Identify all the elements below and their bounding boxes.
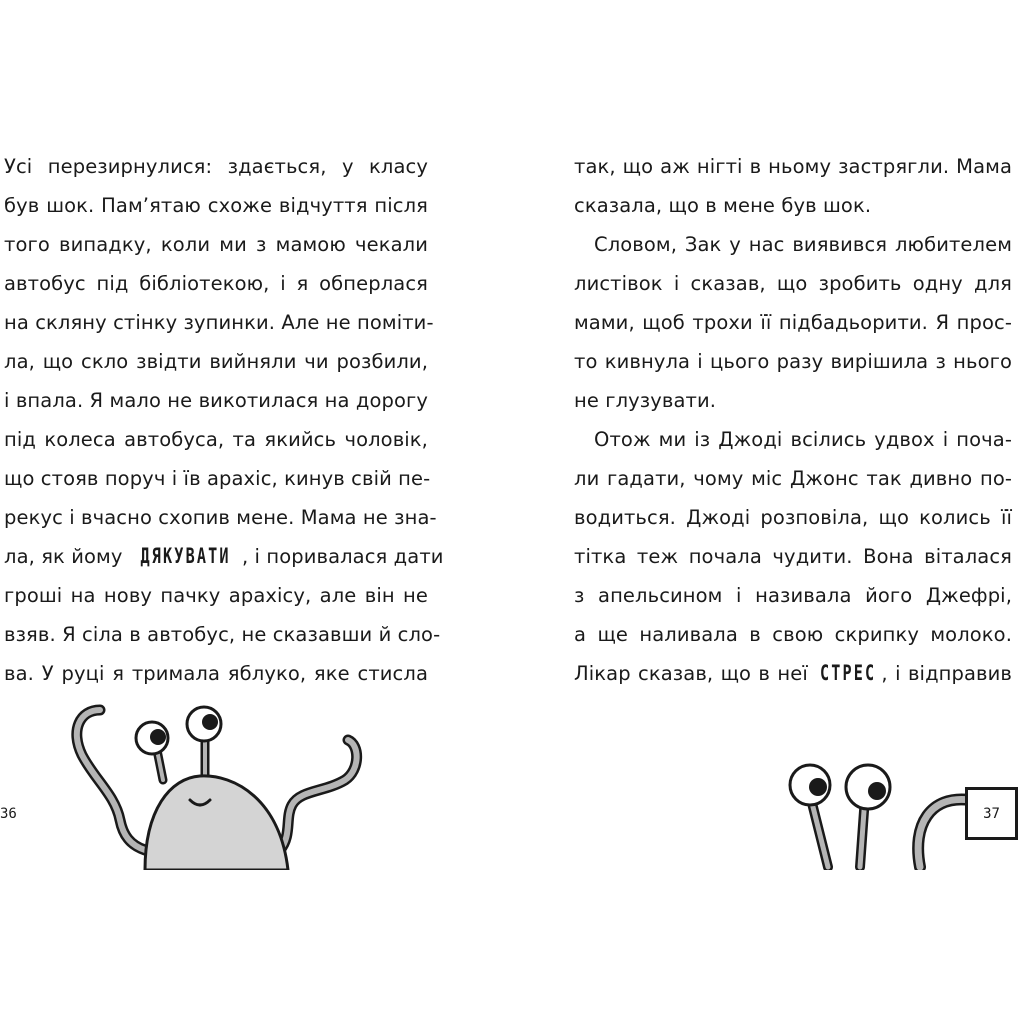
- text-line: а ще наливала в свою скрипку молоко.: [574, 623, 1012, 646]
- text-line: не глузувати.: [574, 389, 717, 412]
- text-line: під колеса автобуса, та якийсь чоловік,: [4, 428, 428, 451]
- text-line: з апельсином і називала його Джефрі,: [574, 584, 1012, 607]
- text-line: сказала, що в мене був шок.: [574, 194, 872, 217]
- text-line: рекус і вчасно схопив мене. Мама не зна-: [4, 506, 437, 529]
- text-line: [574, 654, 1012, 693]
- text-line: Усі перезирнулися: здається, у класу: [4, 155, 428, 178]
- text-fragment: Лікар сказав, що в неї: [574, 662, 816, 685]
- text-line: на скляну стінку зупинки. Але не поміти-: [4, 311, 434, 334]
- monster-right-arm: [280, 740, 357, 850]
- page-number-card: [965, 787, 1018, 840]
- handwritten-word: ДЯКУВАТИ: [140, 544, 231, 568]
- text-line: тітка теж почала чудити. Вона віталася: [574, 545, 1012, 568]
- text-line: Словом, Зак у нас виявився любителем: [594, 233, 1012, 256]
- text-line: був шок. Пам’ятаю схоже відчуття після: [4, 194, 428, 217]
- page-number: 36: [0, 806, 17, 822]
- text-line: мами, щоб трохи її підбадьорити. Я прос-: [574, 311, 1012, 334]
- text-line: Отож ми із Джоді всілись удвох і поча-: [594, 428, 1012, 451]
- text-line: автобус під бібліотекою, і я обперлася: [4, 272, 428, 295]
- text-line: [4, 537, 444, 576]
- text-line: водиться. Джоді розповіла, що колись її: [574, 506, 1012, 529]
- page-number: 37: [983, 805, 1000, 822]
- text-fragment: , і відправив: [881, 662, 1012, 685]
- text-line: ва. У руці я тримала яблуко, яке стисла: [4, 662, 428, 685]
- monster-left-arm: [77, 710, 145, 850]
- monster-illustration: [60, 700, 380, 870]
- right-page: [512, 0, 1024, 1024]
- text-fragment: , і поривалася дати: [241, 545, 444, 568]
- text-line: ли гадати, чому міс Джонс так дивно по-: [574, 467, 1012, 490]
- monster-body: [145, 776, 288, 870]
- text-line: що стояв поруч і їв арахіс, кинув свій пе-: [4, 467, 431, 490]
- text-line: так, що аж нігті в ньому застрягли. Мама: [574, 155, 1012, 178]
- text-line: то кивнула і цього разу вирішила з нього: [574, 350, 1012, 373]
- text-line: і впала. Я мало не викотилася на дорогу: [4, 389, 428, 412]
- monster-arm: [918, 799, 970, 867]
- text-line: того випадку, коли ми з мамою чекали: [4, 233, 428, 256]
- text-line: ла, що скло звідти вийняли чи розбили,: [4, 350, 428, 373]
- text-line: взяв. Я сіла в автобус, не сказавши й сло-: [4, 623, 441, 646]
- text-fragment: ла, як йому: [4, 545, 129, 568]
- handwritten-word: СТРЕС: [820, 661, 877, 685]
- text-line: листівок і сказав, що зробить одну для: [574, 272, 1012, 295]
- text-line: гроші на нову пачку арахісу, але він не: [4, 584, 428, 607]
